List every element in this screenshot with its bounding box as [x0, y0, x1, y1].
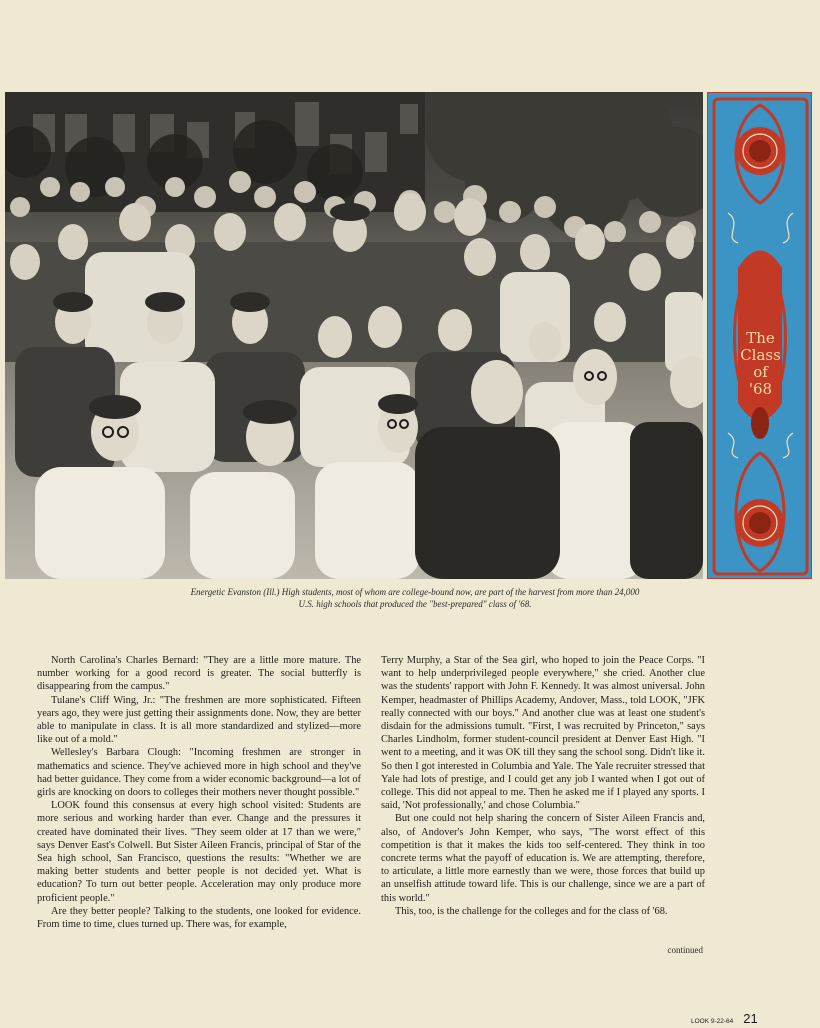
- paragraph: But one could not help sharing the concern of Sister Aileen Francis and, also, of Andover's John Kemper, who says, "The worst effect of this competition is that it makes the kids too self-centered. They think in too concrete terms what the payoff of education is. We are attempting, therefore, to articulate, a little more earnestly than we were, those forces that build up an unselfish attitude toward life. This is our challenge, since we are a part of this world.": [381, 813, 705, 904]
- left-text-column: [37, 654, 361, 931]
- page-folio: [691, 1010, 758, 1028]
- folio-label: LOOK 9-22-64: [691, 1018, 734, 1025]
- page-number: 21: [743, 1011, 758, 1026]
- class-of-68-ornament-panel: [707, 92, 812, 579]
- paragraph: This, too, is the challenge for the colleges and for the class of '68.: [395, 905, 668, 917]
- panel-title-line: '68: [748, 380, 773, 398]
- continued-note: continued: [667, 945, 703, 955]
- paragraph: North Carolina's Charles Bernard: "They are a little more mature. The number working for a good record is greater. The social butterfly is disappearing from the campus.": [37, 655, 361, 693]
- photo-illustration: [5, 92, 703, 579]
- panel-title-line: Class: [740, 346, 781, 364]
- panel-title-line: of: [753, 363, 768, 381]
- paragraph: Tulane's Cliff Wing, Jr.: "The freshmen are more sophisticated. Fifteen years ago, they were just getting their assignments done. Now, they are better able to manipulate in class. It is all more standardized and stylized—more like out of a mold.": [37, 694, 361, 746]
- paragraph: LOOK found this consensus at every high school visited: Students are more serious and working harder than ever. Change and the pressures it created have dominated their lives. "They seem older at 17 than we were," says Denver East's Colwell. But Sister Aileen Francis, principal of Star of the Sea high school, San Francisco, questions the results: "Whether we are making better students and better people is not decided yet. What is education? To turn out better people. Acceleration may only produce more proficient people.": [37, 800, 361, 904]
- panel-title: [734, 330, 787, 398]
- paragraph: Wellesley's Barbara Clough: "Incoming freshmen are stronger in mathematics and science. They've achieved more in high school and they've had better guidance. They come from a wider economic background—a lot of girls are knocking on doors to colleges their mothers never thought possible.": [37, 747, 361, 799]
- photo-caption: Energetic Evanston (Ill.) High students, most of whom are college-bound now, are part of the harvest from more than 24,000 U.S. high schools that produced the "best-prepared" class of '68.: [190, 587, 640, 609]
- group-photograph: [5, 92, 703, 579]
- panel-title-line: The: [746, 329, 775, 347]
- paragraph: Are they better people? Talking to the students, one looked for evidence. From time to time, clues turned up. There was, for example,: [37, 905, 361, 931]
- right-text-column: [381, 654, 705, 918]
- paragraph: Terry Murphy, a Star of the Sea girl, who hoped to join the Peace Corps. "I want to help underprivileged people everywhere," she cried. Another clue was the students' rapport with John F. Kennedy. It was almost universal. John Kemper, headmaster of Phillips Academy, Andover, Mass., told LOOK, "JFK really connected with our boys." And another clue was at least one student's disdain for the admissions tumult. "First, I was recruited by Princeton," says Charles Lindholm, former student-council president at Denver East High. "I went to a meeting, and it was OK till they sang the school song. Didn't like it. So then I got interested in Columbia and Yale. The Yale recruiter stressed that Yale had lots of prestige, and I could get any job I wanted when I got out of college. This did not appeal to me. Then he asked me if I played any sports. I said, 'Not professionally,' and chose Columbia.": [381, 655, 705, 812]
